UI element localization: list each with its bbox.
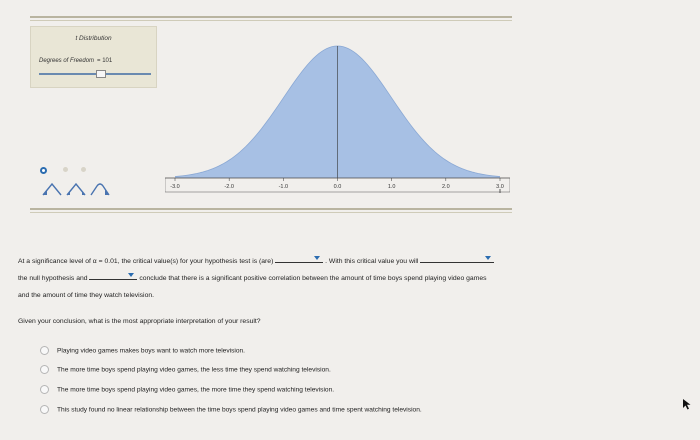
x-tick-label: -1.0: [278, 184, 289, 190]
dof-slider-thumb[interactable]: [96, 70, 106, 78]
x-tick-label: -3.0: [170, 184, 180, 190]
answer-option[interactable]: [40, 385, 334, 394]
x-tick-label: 1.0: [387, 184, 396, 190]
t-distribution-chart: [165, 28, 510, 208]
chevron-down-icon: [128, 273, 134, 277]
critical-value-dropdown[interactable]: [275, 254, 323, 263]
x-tick-label: 2.0: [442, 184, 450, 190]
radio-button[interactable]: [40, 365, 49, 374]
radio-button[interactable]: [40, 346, 49, 355]
question-line-1-b: . With this critical value you will: [325, 258, 419, 265]
question-line-2: [18, 270, 487, 287]
right-tail-icon[interactable]: [90, 182, 110, 196]
radio-option[interactable]: [63, 167, 68, 172]
dof-slider-track: [39, 73, 151, 75]
radio-button[interactable]: [40, 385, 49, 394]
radio-button[interactable]: [40, 405, 49, 414]
question-line-1-a: At a significance level of α = 0.01, the critical value(s) for your hypothesis test is (are): [18, 258, 274, 265]
mouse-cursor-icon: [682, 398, 692, 410]
bottom-divider: [30, 208, 512, 210]
panel-title: t Distribution: [75, 35, 112, 42]
left-tail-icon[interactable]: [42, 182, 62, 196]
interpretation-prompt: Given your conclusion, what is the most appropriate interpretation of your result?: [18, 318, 261, 325]
top-divider: [30, 16, 512, 18]
answer-option[interactable]: [40, 346, 245, 355]
dof-label-text: Degrees of Freedom: [39, 58, 95, 64]
question-line-1: [18, 253, 494, 270]
bottom-divider-thin: [30, 212, 512, 213]
x-tick-label: -2.0: [224, 184, 234, 190]
answer-option[interactable]: [40, 405, 422, 414]
dof-value: = 101: [97, 58, 113, 64]
distribution-control-panel: [30, 26, 157, 88]
dof-slider[interactable]: [39, 70, 151, 78]
dof-label: [39, 58, 112, 64]
question-line-2-a: the null hypothesis and: [18, 275, 88, 282]
decision-dropdown[interactable]: [420, 254, 494, 263]
x-tick-label: 3.0: [496, 184, 504, 190]
x-tick-label: 0.0: [333, 184, 342, 190]
question-line-3: and the amount of time they watch television.: [18, 292, 155, 299]
radio-option[interactable]: [81, 167, 86, 172]
answer-option[interactable]: [40, 365, 331, 374]
two-tail-icon[interactable]: [66, 182, 86, 196]
answer-option-label: This study found no linear relationship between the time boys spend playing video games and time spent watching television.: [57, 406, 422, 414]
conclusion-dropdown[interactable]: [89, 271, 137, 280]
chevron-down-icon: [314, 256, 320, 260]
question-line-2-b: conclude that there is a significant positive correlation between the amount of time boys spend playing video games: [139, 275, 487, 282]
chevron-down-icon: [485, 256, 491, 260]
answer-option-label: Playing video games makes boys want to watch more television.: [57, 347, 246, 355]
x-axis-ticks: [170, 178, 504, 190]
top-divider-thin: [30, 20, 512, 21]
answer-option-label: The more time boys spend playing video games, the more time they spend watching television.: [57, 386, 335, 394]
radio-option-selected[interactable]: [40, 167, 47, 174]
tail-buttons: [42, 182, 114, 198]
answer-option-label: The more time boys spend playing video games, the less time they spend watching television.: [57, 366, 331, 374]
